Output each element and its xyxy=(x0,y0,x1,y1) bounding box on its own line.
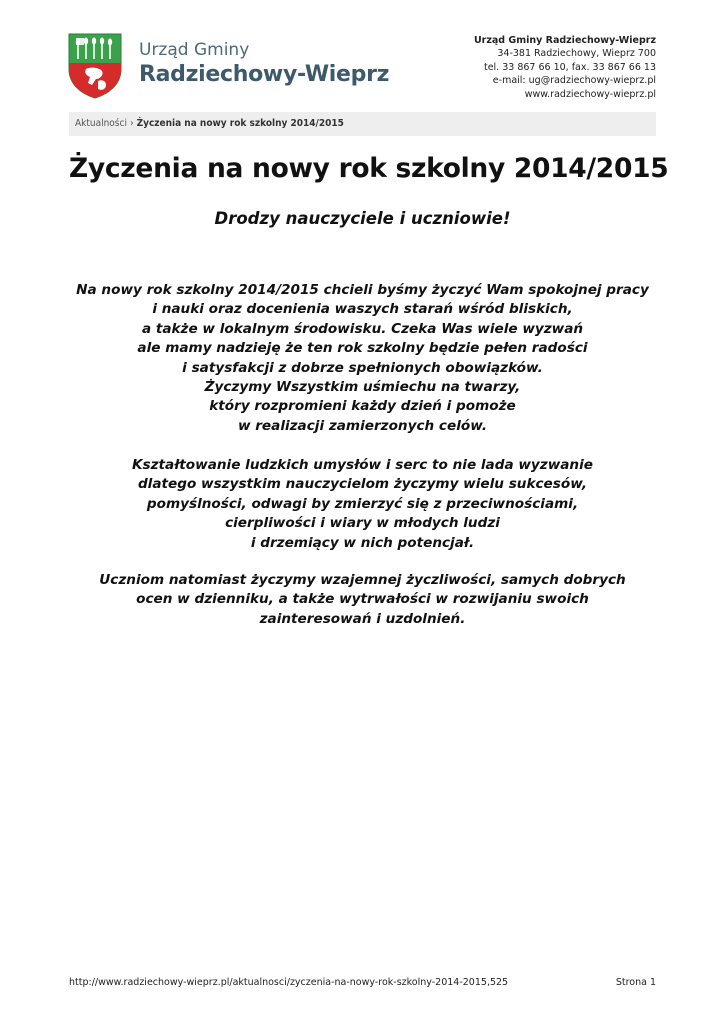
paragraph-line: Na nowy rok szkolny 2014/2015 chcieli byśmy życzyć Wam spokojnej pracy xyxy=(76,282,649,298)
paragraph-line: ale mamy nadzieję że ten rok szkolny będzie pełen radości xyxy=(137,340,588,357)
article-subtitle: Drodzy nauczyciele i uczniowie! xyxy=(214,209,511,228)
paragraph-line: pomyślności, odwagi by zmierzyć się z przeciwnościami, xyxy=(146,495,579,512)
contact-phone: tel. 33 867 66 10, fax. 33 867 66 13 xyxy=(483,61,656,73)
paragraph-line: i nauki oraz docenienia waszych starań wśród bliskich, xyxy=(152,301,573,318)
breadcrumb-current: Życzenia na nowy rok szkolny 2014/2015 xyxy=(136,118,344,129)
paragraph-line: ocen w dzienniku, a także wytrwałości w rozwijaniu swoich xyxy=(136,591,589,608)
footer-page-number: Strona 1 xyxy=(615,977,656,988)
site-logo[interactable] xyxy=(68,33,388,101)
coat-of-arms-icon xyxy=(68,33,122,99)
contact-address: 34-381 Radziechowy, Wieprz 700 xyxy=(497,48,656,60)
paragraph-line: w realizacji zamierzonych celów. xyxy=(237,417,488,434)
article-paragraph-1 xyxy=(0,281,725,436)
contact-org: Urząd Gminy Radziechowy-Wieprz xyxy=(473,35,656,46)
paragraph-line: Uczniom natomiast życzymy wzajemnej życzliwości, samych dobrych xyxy=(99,572,626,588)
paragraph-line: który rozpromieni każdy dzień i pomoże xyxy=(209,398,516,415)
paragraph-line: i satysfakcji z dobrze spełnionych obowiązków. xyxy=(182,359,543,376)
breadcrumb xyxy=(69,112,656,136)
breadcrumb-link-news[interactable]: Aktualności xyxy=(75,118,127,129)
page-title: Życzenia na nowy rok szkolny 2014/2015 xyxy=(69,153,669,184)
breadcrumb-separator: › xyxy=(129,118,134,129)
contact-info xyxy=(474,34,656,101)
contact-website[interactable]: www.radziechowy-wieprz.pl xyxy=(524,88,656,100)
article-paragraph-2 xyxy=(0,456,725,553)
paragraph-line: dlatego wszystkim nauczycielom życzymy wielu sukcesów, xyxy=(137,476,588,493)
logo-line-1: Urząd Gminy xyxy=(139,40,250,60)
paragraph-line: Kształtowanie ludzkich umysłów i serc to nie lada wyzwanie xyxy=(132,457,593,473)
paragraph-line: a także w lokalnym środowisku. Czeka Was wiele wyzwań xyxy=(141,320,584,337)
paragraph-line: zainteresowań i uzdolnień. xyxy=(259,610,466,627)
paragraph-line: cierpliwości i wiary w młodych ludzi xyxy=(225,515,500,532)
contact-email[interactable]: e-mail: ug@radziechowy-wieprz.pl xyxy=(492,75,656,87)
article-paragraph-3 xyxy=(0,571,725,629)
footer-page-url[interactable]: http://www.radziechowy-wieprz.pl/aktualnosci/zyczenia-na-nowy-rok-szkolny-2014-2015,525 xyxy=(69,977,509,988)
paragraph-line: Życzymy Wszystkim uśmiechu na twarzy, xyxy=(204,379,521,396)
paragraph-line: i drzemiący w nich potencjał. xyxy=(250,534,475,551)
logo-line-2: Radziechowy-Wieprz xyxy=(139,62,390,87)
